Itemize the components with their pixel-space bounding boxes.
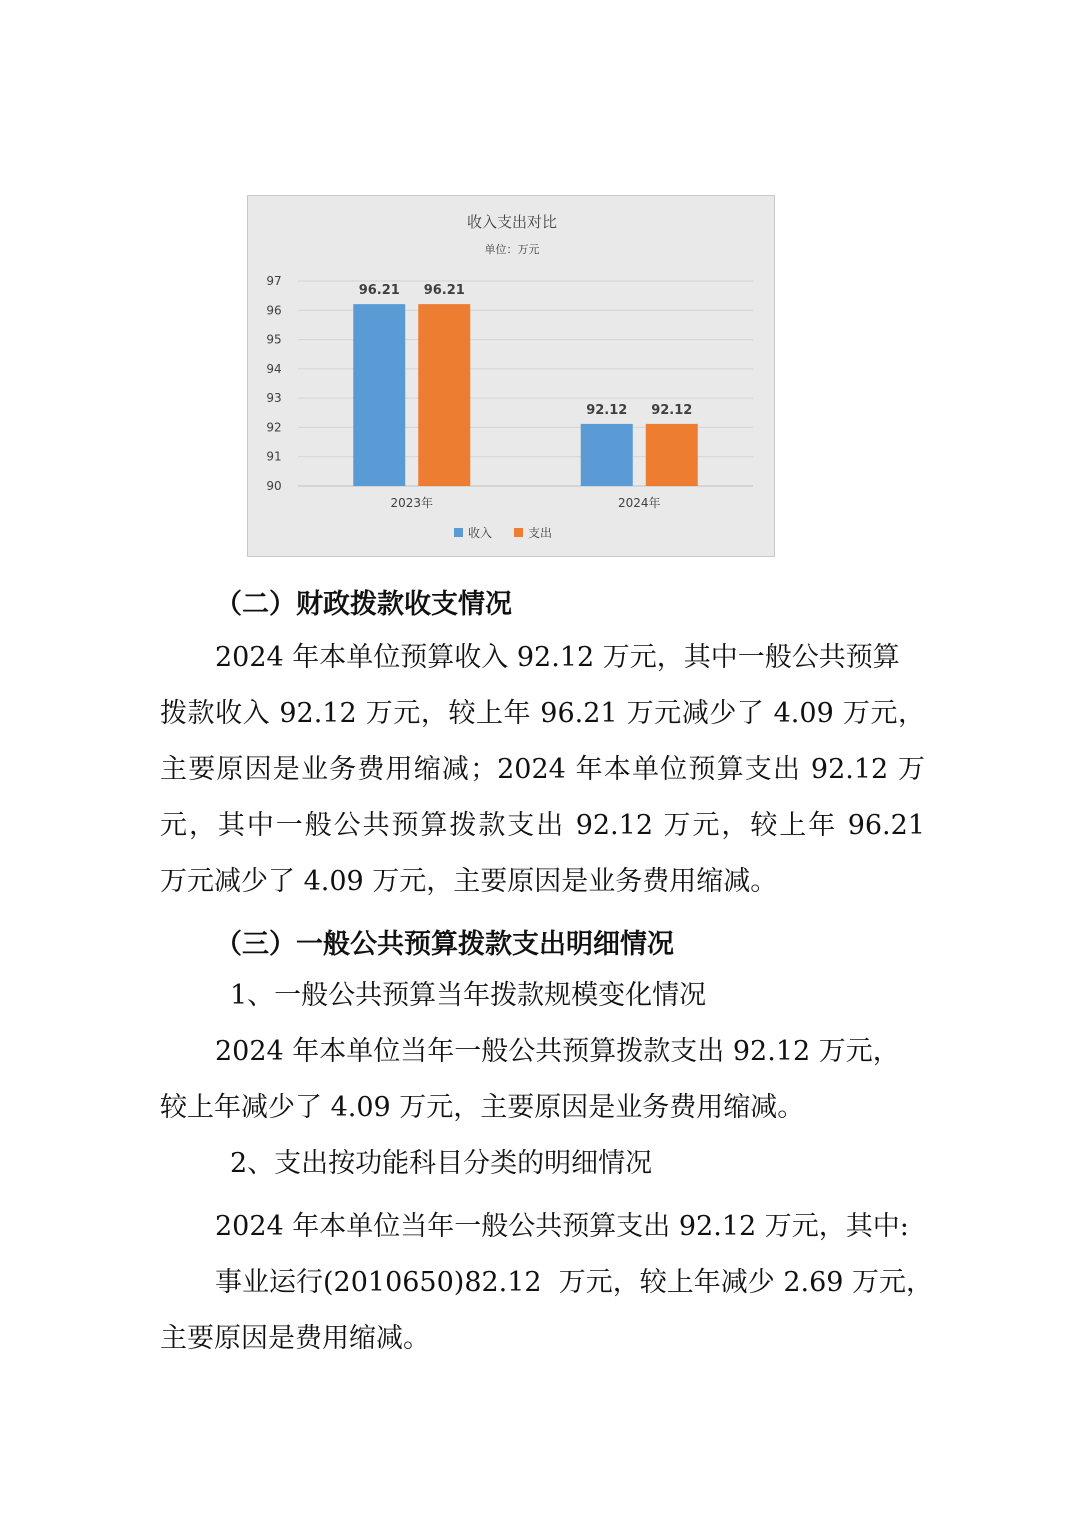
para1-line5: 万元减少了 4.09 万元，主要原因是业务费用缩减。 (160, 866, 778, 897)
bar-支出 (646, 424, 698, 486)
bar-chart (247, 195, 775, 557)
y-tick-label: 95 (266, 332, 282, 347)
section-heading-3: （三）一般公共预算拨款支出明细情况 (215, 929, 674, 960)
y-tick-label: 96 (266, 303, 282, 318)
para3-line3: 主要原因是费用缩减。 (160, 1323, 430, 1354)
data-label: 92.12 (586, 402, 628, 418)
para1-line1: 2024 年本单位预算收入 92.12 万元，其中一般公共预算 (215, 642, 900, 673)
data-label: 92.12 (651, 402, 693, 418)
legend-label: 支出 (528, 526, 553, 540)
para1-line4: 元，其中一般公共预算拨款支出 92.12 万元，较上年 96.21 (160, 810, 925, 841)
chart-subtitle: 单位：万元 (484, 243, 540, 256)
y-tick-label: 97 (266, 274, 282, 288)
para1-line3: 主要原因是业务费用缩减；2024 年本单位预算支出 92.12 万 (160, 754, 925, 785)
y-tick-label: 94 (266, 361, 282, 376)
chart-title: 收入支出对比 (466, 213, 558, 231)
y-tick-label: 92 (266, 420, 282, 435)
bar-收入 (353, 304, 405, 486)
bar-支出 (418, 304, 470, 486)
para2-line1: 2024 年本单位当年一般公共预算拨款支出 92.12 万元， (215, 1036, 900, 1067)
para3-line1: 2024 年本单位当年一般公共预算支出 92.12 万元，其中: (215, 1211, 909, 1242)
chart-svg (248, 196, 776, 558)
bar-收入 (581, 424, 633, 486)
legend-swatch (514, 528, 523, 537)
data-label: 96.21 (423, 283, 465, 299)
legend-swatch (454, 528, 463, 537)
y-tick-label: 93 (266, 391, 282, 406)
y-tick-label: 90 (266, 479, 282, 493)
para1-line2: 拨款收入 92.12 万元，较上年 96.21 万元减少了 4.09 万元， (160, 698, 925, 729)
x-tick-label: 2023年 (390, 496, 434, 510)
subheading-2: 2、支出按功能科目分类的明细情况 (230, 1148, 653, 1179)
data-label: 96.21 (358, 283, 400, 299)
para3-line2: 事业运行(2010650)82.12 万元，较上年减少 2.69 万元， (215, 1267, 934, 1298)
x-tick-label: 2024年 (617, 496, 661, 510)
subheading-1: 1、一般公共预算当年拨款规模变化情况 (230, 980, 707, 1011)
y-tick-label: 91 (266, 449, 282, 464)
section-heading-2: （二）财政拨款收支情况 (215, 589, 512, 620)
para2-line2: 较上年减少了 4.09 万元，主要原因是业务费用缩减。 (160, 1092, 805, 1123)
legend-label: 收入 (468, 526, 493, 540)
